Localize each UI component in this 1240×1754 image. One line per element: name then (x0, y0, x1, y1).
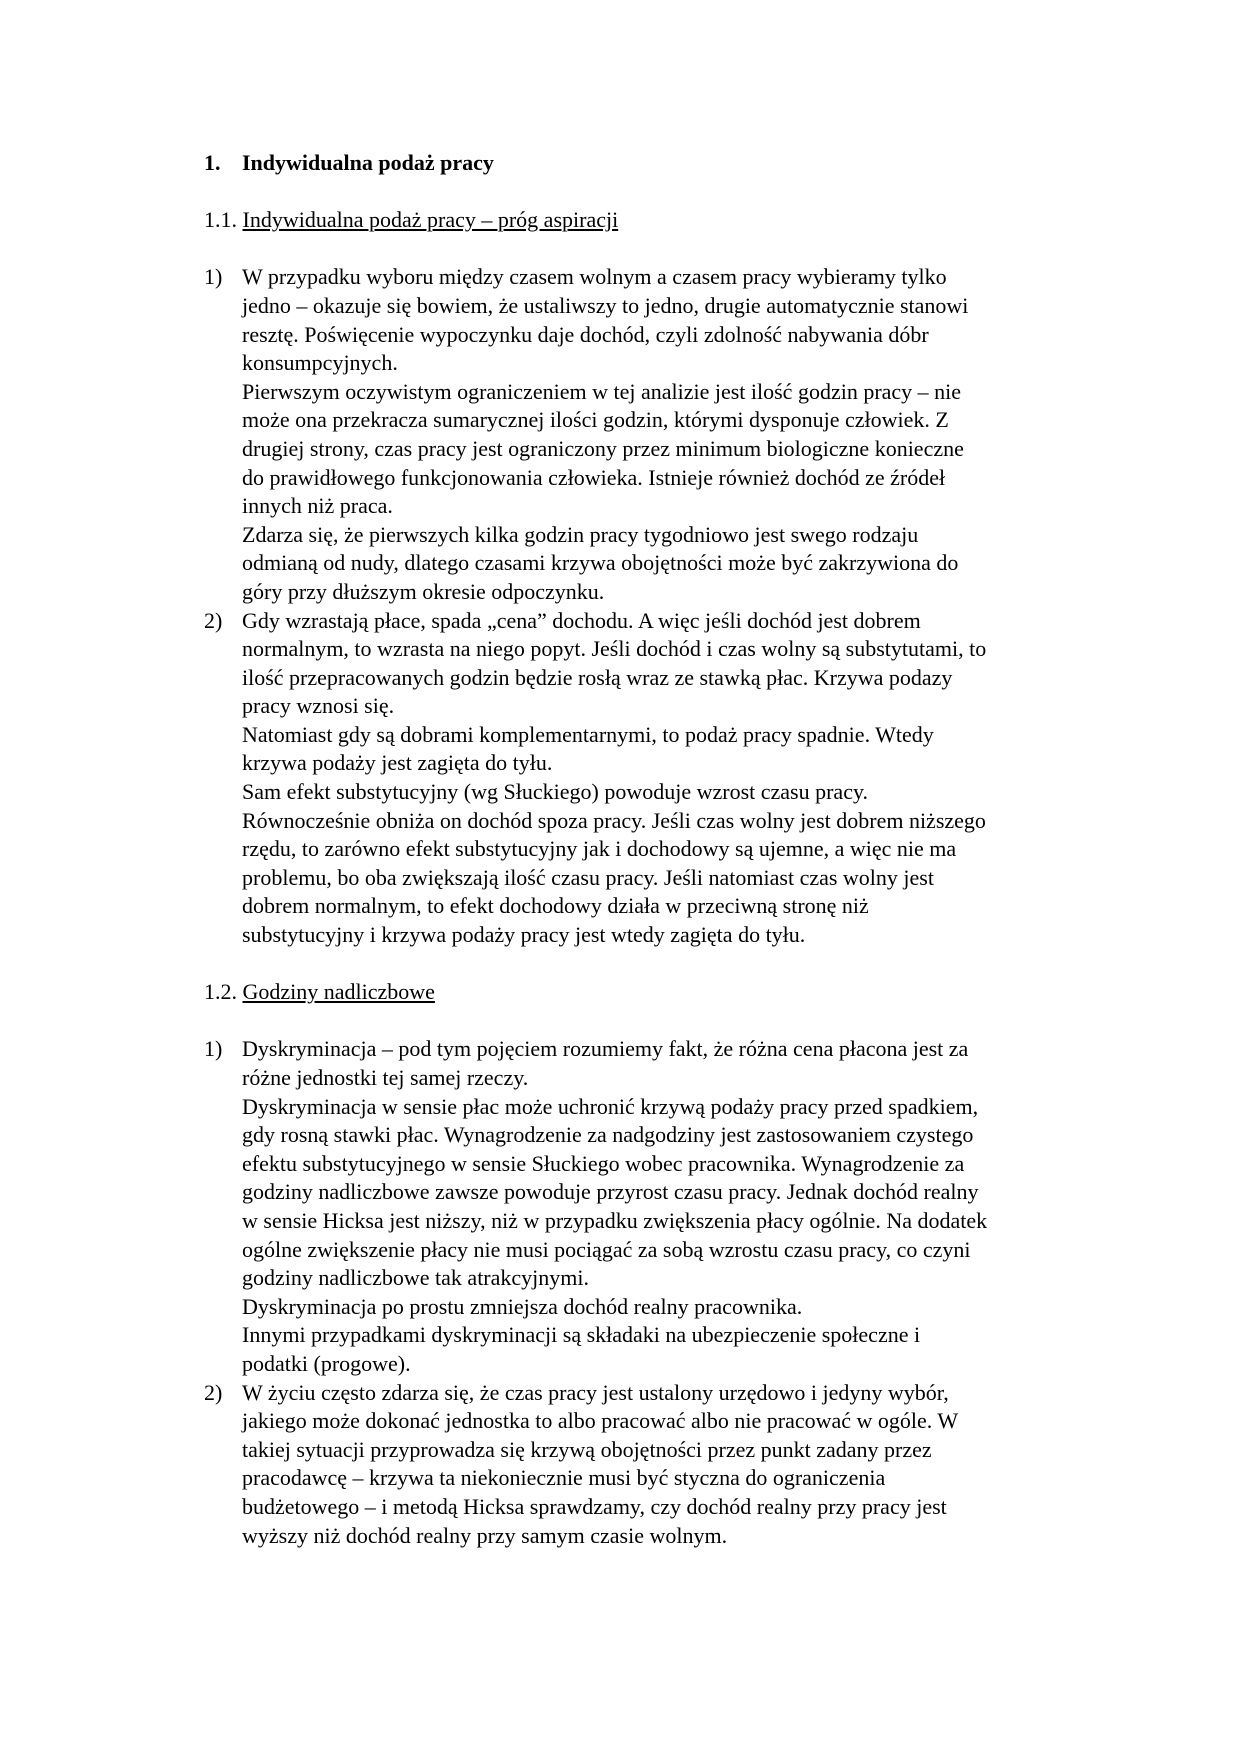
list-item-text: Zdarza się, że pierwszych kilka godzin pracy tygodniowo jest swego rodzaju (242, 521, 919, 547)
list-item-text: Dyskryminacja po prostu zmniejsza dochód realny pracownika. (242, 1293, 803, 1319)
text-line (204, 1264, 1104, 1293)
list-item-text: Dyskryminacja – pod tym pojęciem rozumiemy fakt, że różna cena płacona jest za (242, 1036, 969, 1062)
text-line (204, 664, 1104, 693)
text-line (204, 1522, 1104, 1551)
text-line (204, 1321, 1104, 1350)
list-item-text: resztę. Poświęcenie wypoczynku daje dochód, czyli zdolność nabywania dóbr (242, 321, 929, 347)
text-line (204, 292, 1104, 321)
text-line (204, 1464, 1104, 1493)
list-item-text: efektu substytucyjnego w sensie Słuckiego wobec pracownika. Wynagrodzenie za (242, 1150, 965, 1176)
list-item-text: krzywa podaży jest zagięta do tyłu. (242, 750, 553, 776)
list-item-text: rzędu, to zarówno efekt substytucyjny jak i dochodowy są ujemne, a więc nie ma (242, 836, 957, 862)
list-item (204, 1035, 1104, 1378)
text-line (204, 1035, 1104, 1064)
text-line (204, 835, 1104, 864)
text-line (204, 864, 1104, 893)
section-heading (204, 206, 1104, 235)
section-number: 1.1. (204, 207, 237, 233)
document-page (204, 149, 1104, 1550)
list-item-text: konsumpcyjnych. (242, 350, 398, 376)
text-line (204, 1436, 1104, 1465)
section-heading (204, 978, 1104, 1007)
list-item-text: W życiu często zdarza się, że czas pracy jest ustalony urzędowo i jedyny wybór, (242, 1379, 949, 1405)
text-line (204, 1178, 1104, 1207)
text-line (204, 578, 1104, 607)
list-item-number: 1) (204, 264, 223, 290)
spacer (204, 235, 1104, 264)
spacer (204, 950, 1104, 979)
text-line (204, 492, 1104, 521)
list-item-text: różne jednostki tej samej rzeczy. (242, 1065, 529, 1090)
spacer (204, 178, 1104, 207)
list-item-text: ilość przepracowanych godzin będzie rosłą wraz ze stawką płac. Krzywa podazy (242, 664, 953, 690)
text-line (204, 1350, 1104, 1379)
heading-number: 1. (204, 150, 221, 175)
list-item-text: pracy wznosi się. (242, 693, 395, 719)
list-item-number: 2) (204, 607, 223, 633)
list-item-text: może ona przekracza sumarycznej ilości godzin, którymi dysponuje człowiek. Z (242, 407, 949, 433)
text-line (204, 406, 1104, 435)
main-heading (204, 149, 1104, 178)
list-item-text: innych niż praca. (242, 493, 393, 519)
text-line (204, 521, 1104, 550)
list-item-text: gdy rosną stawki płac. Wynagrodzenie za nadgodziny jest zastosowaniem czystego (242, 1122, 974, 1148)
text-line (204, 635, 1104, 664)
text-line (204, 1093, 1104, 1122)
text-line (204, 607, 1104, 636)
list-item-text: Równocześnie obniża on dochód spoza pracy. Jeśli czas wolny jest dobrem niższego (242, 807, 986, 833)
text-line (204, 892, 1104, 921)
list-item-text: takiej sytuacji przyprowadza się krzywą obojętności przez punkt zadany przez (242, 1436, 932, 1462)
list-item-text: w sensie Hicksa jest niższy, niż w przypadku zwiększenia płacy ogólnie. Na dodatek (242, 1207, 988, 1233)
heading-title: Indywidualna podaż pracy (242, 150, 494, 175)
list-item-text: ogólne zwiększenie płacy nie musi pociągać za sobą wzrostu czasu pracy, co czyni (242, 1236, 971, 1262)
list-item-text: do prawidłowego funkcjonowania człowieka. Istnieje również dochód ze źródeł (242, 464, 946, 490)
list-item (204, 263, 1104, 606)
section-title: Godziny nadliczbowe (242, 979, 435, 1005)
text-line (204, 1064, 1104, 1093)
text-line (204, 378, 1104, 407)
list-item-text: pracodawcę – krzywa ta niekoniecznie musi być styczna do ograniczenia (242, 1465, 886, 1491)
text-line (204, 1493, 1104, 1522)
list-item-text: godziny nadliczbowe zawsze powoduje przyrost czasu pracy. Jednak dochód realny (242, 1179, 979, 1205)
list-item-text: drugiej strony, czas pracy jest ograniczony przez minimum biologiczne konieczne (242, 435, 964, 461)
text-line (204, 692, 1104, 721)
list-item-text: godziny nadliczbowe tak atrakcyjnymi. (242, 1265, 589, 1291)
text-line (204, 349, 1104, 378)
list-item-text: Natomiast gdy są dobrami komplementarnymi, to podaż pracy spadnie. Wtedy (242, 721, 934, 747)
list-item-text: odmianą od nudy, dlatego czasami krzywa obojętności może być zakrzywiona do (242, 550, 959, 576)
text-line (204, 921, 1104, 950)
list-item-text: substytucyjny i krzywa podaży pracy jest wtedy zagięta do tyłu. (242, 922, 806, 948)
list-item-text: W przypadku wyboru między czasem wolnym a czasem pracy wybieramy tylko (242, 264, 947, 290)
text-line (204, 1207, 1104, 1236)
text-line (204, 263, 1104, 292)
list-item-text: normalnym, to wzrasta na niego popyt. Jeśli dochód i czas wolny są substytutami, to (242, 636, 987, 662)
text-line (204, 1293, 1104, 1322)
text-line (204, 1236, 1104, 1265)
list-item (204, 1379, 1104, 1551)
list-item-text: góry przy dłuższym okresie odpoczynku. (242, 578, 605, 604)
text-line (204, 321, 1104, 350)
list-item-text: Innymi przypadkami dyskryminacji są składaki na ubezpieczenie społeczne i (242, 1322, 921, 1348)
text-line (204, 1407, 1104, 1436)
text-line (204, 1150, 1104, 1179)
list-item-text: wyższy niż dochód realny przy samym czasie wolnym. (242, 1522, 728, 1548)
text-line (204, 1121, 1104, 1150)
section-title: Indywidualna podaż pracy – próg aspiracji (242, 207, 619, 233)
list-item-text: podatki (progowe). (242, 1350, 411, 1376)
text-line (204, 464, 1104, 493)
section-heading-line (204, 978, 435, 1007)
list-item-text: Pierwszym oczywistym ograniczeniem w tej analizie jest ilość godzin pracy – nie (242, 378, 962, 404)
text-line (204, 549, 1104, 578)
list-item-text: jakiego może dokonać jednostka to albo pracować albo nie pracować w ogóle. W (242, 1408, 959, 1434)
list-item-text: budżetowego – i metodą Hicksa sprawdzamy, czy dochód realny przy pracy jest (242, 1493, 947, 1519)
text-line (204, 1379, 1104, 1408)
list-item-number: 1) (204, 1036, 223, 1062)
section-number: 1.2. (204, 979, 237, 1005)
spacer (204, 1007, 1104, 1036)
list-item-text: Gdy wzrastają płace, spada „cena” dochodu. A więc jeśli dochód jest dobrem (242, 607, 921, 633)
text-line (204, 721, 1104, 750)
list-item-text: Sam efekt substytucyjny (wg Słuckiego) powoduje wzrost czasu pracy. (242, 779, 869, 805)
text-line (204, 749, 1104, 778)
text-line (204, 778, 1104, 807)
list-item-text: dobrem normalnym, to efekt dochodowy działa w przeciwną stronę niż (242, 893, 869, 919)
list-item (204, 607, 1104, 950)
list-item-text: jedno – okazuje się bowiem, że ustaliwszy to jedno, drugie automatycznie stanowi (242, 292, 969, 318)
list-item-number: 2) (204, 1379, 223, 1405)
text-line (204, 807, 1104, 836)
list-item-text: problemu, bo oba zwiększają ilość czasu pracy. Jeśli natomiast czas wolny jest (242, 864, 934, 890)
section-heading-line (204, 206, 618, 235)
list-item-text: Dyskryminacja w sensie płac może uchronić krzywą podaży pracy przed spadkiem, (242, 1093, 979, 1119)
text-line (204, 435, 1104, 464)
